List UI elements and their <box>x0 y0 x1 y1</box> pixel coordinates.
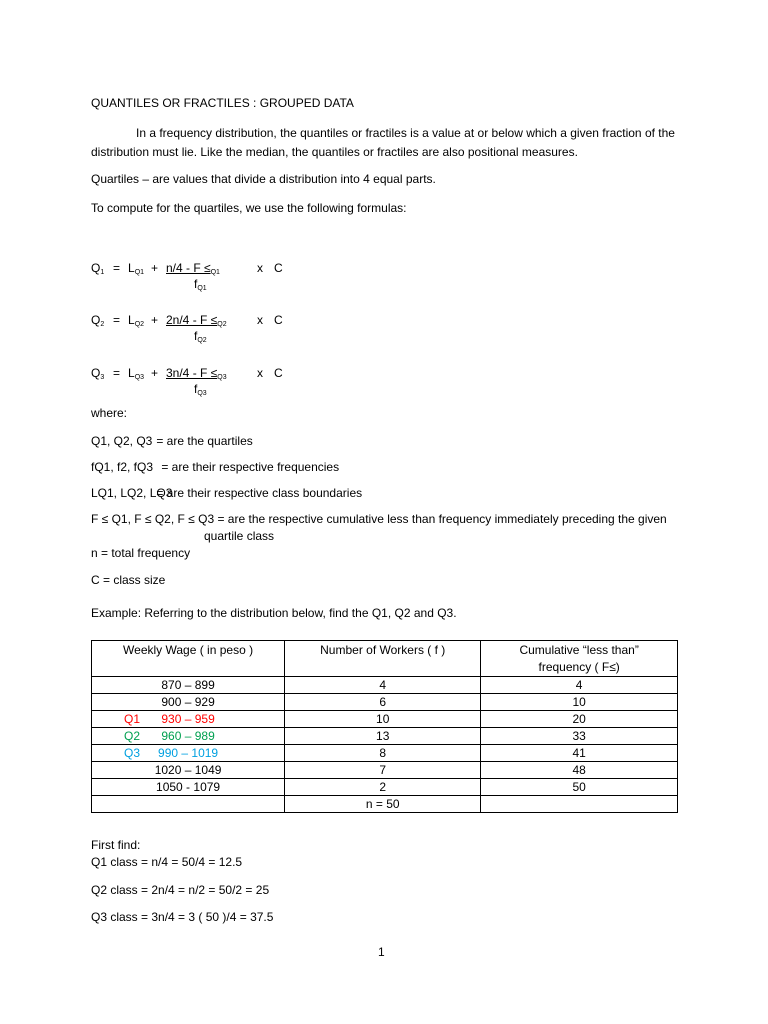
table-row <box>92 745 678 762</box>
frequency-cell: 2 <box>285 779 481 796</box>
cumulative-cell: 10 <box>481 694 678 711</box>
cumulative-cell: 48 <box>481 762 678 779</box>
definition-continuation: quartile class <box>204 529 275 543</box>
definition-term: fQ1, f2, fQ3 <box>91 460 154 474</box>
frequency-cell: 8 <box>285 745 481 762</box>
cumulative-cell: 50 <box>481 779 678 796</box>
quartile-label-q3: Q3 <box>124 746 141 760</box>
formula-lhs: $Q_3$ <box>91 366 105 381</box>
class-cell: Q1 930 – 959 <box>92 711 285 728</box>
where-label: where: <box>91 406 128 420</box>
frequency-cell: 7 <box>285 762 481 779</box>
table-row <box>92 779 678 796</box>
cumulative-cell: 4 <box>481 677 678 694</box>
formula-times: x <box>257 366 263 380</box>
formula-plus: + <box>151 313 159 327</box>
intro-paragraph <box>91 124 691 162</box>
definition-class-size: C = class size <box>91 573 166 587</box>
page-heading: QUANTILES OR FRACTILES : GROUPED DATA <box>91 96 354 110</box>
frequency-cell: 13 <box>285 728 481 745</box>
frequency-table <box>91 640 678 813</box>
definition-total-frequency: n = total frequency <box>91 546 191 560</box>
formula-times: x <box>257 261 263 275</box>
definition-text: = are their respective frequencies <box>161 460 340 474</box>
formula-numerator: $3n/4 - F \le_{Q3}$ <box>166 366 227 381</box>
definition-cumulative <box>91 511 691 545</box>
class-cell: Q2 960 – 989 <box>92 728 285 745</box>
definition-quartiles <box>91 434 253 448</box>
cumulative-cell: 41 <box>481 745 678 762</box>
empty-cell <box>92 796 285 813</box>
formula-numerator: $n/4 - F \le_{Q1}$ <box>166 261 220 276</box>
formula-equals: = <box>113 366 121 380</box>
formula-q1 <box>91 261 351 301</box>
formula-denominator: $f_{Q2}$ <box>194 329 207 344</box>
formula-denominator: $f_{Q1}$ <box>194 277 207 292</box>
quartile-label-q2: Q2 <box>124 729 141 743</box>
cumulative-cell: 33 <box>481 728 678 745</box>
definition-term: F ≤ Q1, F ≤ Q2, F ≤ Q3 <box>91 512 215 526</box>
formula-lhs: $Q_2$ <box>91 313 105 328</box>
formula-class-size: C <box>274 366 283 380</box>
class-cell: 1050 - 1079 <box>92 779 285 796</box>
total-frequency-cell: n = 50 <box>285 796 481 813</box>
example-statement: Example: Referring to the distribution below, find the Q1, Q2 and Q3. <box>91 606 457 620</box>
frequency-cell: 4 <box>285 677 481 694</box>
formula-denominator: $f_{Q3}$ <box>194 382 207 397</box>
q1-class-computation: Q1 class = n/4 = 50/4 = 12.5 <box>91 855 243 869</box>
definition-term: LQ1, LQ2, LQ3 <box>91 486 173 500</box>
formula-lower-boundary: $L_{Q2}$ <box>128 313 145 328</box>
page-number: 1 <box>378 945 385 959</box>
formula-lhs: $Q_1$ <box>91 261 105 276</box>
formula-lower-boundary: $L_{Q3}$ <box>128 366 145 381</box>
frequency-cell: 6 <box>285 694 481 711</box>
definition-frequencies <box>91 460 339 474</box>
table-row <box>92 728 678 745</box>
quartiles-definition: Quartiles – are values that divide a distribution into 4 equal parts. <box>91 172 436 186</box>
table-header-row <box>92 641 678 677</box>
cumulative-cell: 20 <box>481 711 678 728</box>
column-header-workers: Number of Workers ( f ) <box>285 641 481 677</box>
formula-q3 <box>91 366 351 406</box>
q3-class-computation: Q3 class = 3n/4 = 3 ( 50 )/4 = 37.5 <box>91 910 274 924</box>
formula-plus: + <box>151 261 159 275</box>
formula-class-size: C <box>274 313 283 327</box>
table-row <box>92 711 678 728</box>
class-cell: 900 – 929 <box>92 694 285 711</box>
definition-text: = are their respective class boundaries <box>156 486 363 500</box>
class-cell: 1020 – 1049 <box>92 762 285 779</box>
formula-plus: + <box>151 366 159 380</box>
formula-times: x <box>257 313 263 327</box>
table-row <box>92 694 678 711</box>
formula-class-size: C <box>274 261 283 275</box>
formula-lower-boundary: $L_{Q1}$ <box>128 261 145 276</box>
definition-term: Q1, Q2, Q3 <box>91 434 153 448</box>
compute-instruction: To compute for the quartiles, we use the following formulas: <box>91 201 407 215</box>
quartile-label-q1: Q1 <box>124 712 141 726</box>
column-header-cumulative: Cumulative “less than” frequency ( F≤) <box>481 641 678 677</box>
empty-cell <box>481 796 678 813</box>
table-total-row <box>92 796 678 813</box>
formula-equals: = <box>113 313 121 327</box>
class-cell: 870 – 899 <box>92 677 285 694</box>
definition-boundaries <box>91 486 362 500</box>
formula-equals: = <box>113 261 121 275</box>
table-row <box>92 677 678 694</box>
definition-text: = are the quartiles <box>156 434 253 448</box>
frequency-cell: 10 <box>285 711 481 728</box>
table-row <box>92 762 678 779</box>
formula-q2 <box>91 313 351 353</box>
first-find-label: First find: <box>91 838 141 852</box>
formula-numerator: $2n/4 - F \le_{Q2}$ <box>166 313 227 328</box>
column-header-weekly-wage: Weekly Wage ( in peso ) <box>92 641 285 677</box>
definition-text: = are the respective cumulative less than frequency immediately preceding the given <box>217 512 667 526</box>
class-cell: Q3 990 – 1019 <box>92 745 285 762</box>
intro-text: In a frequency distribution, the quantiles or fractiles is a value at or below which a given fraction of the distribution must lie. Like the median, the quantiles or fractiles are also positional measures. <box>91 126 675 159</box>
q2-class-computation: Q2 class = 2n/4 = n/2 = 50/2 = 25 <box>91 883 270 897</box>
